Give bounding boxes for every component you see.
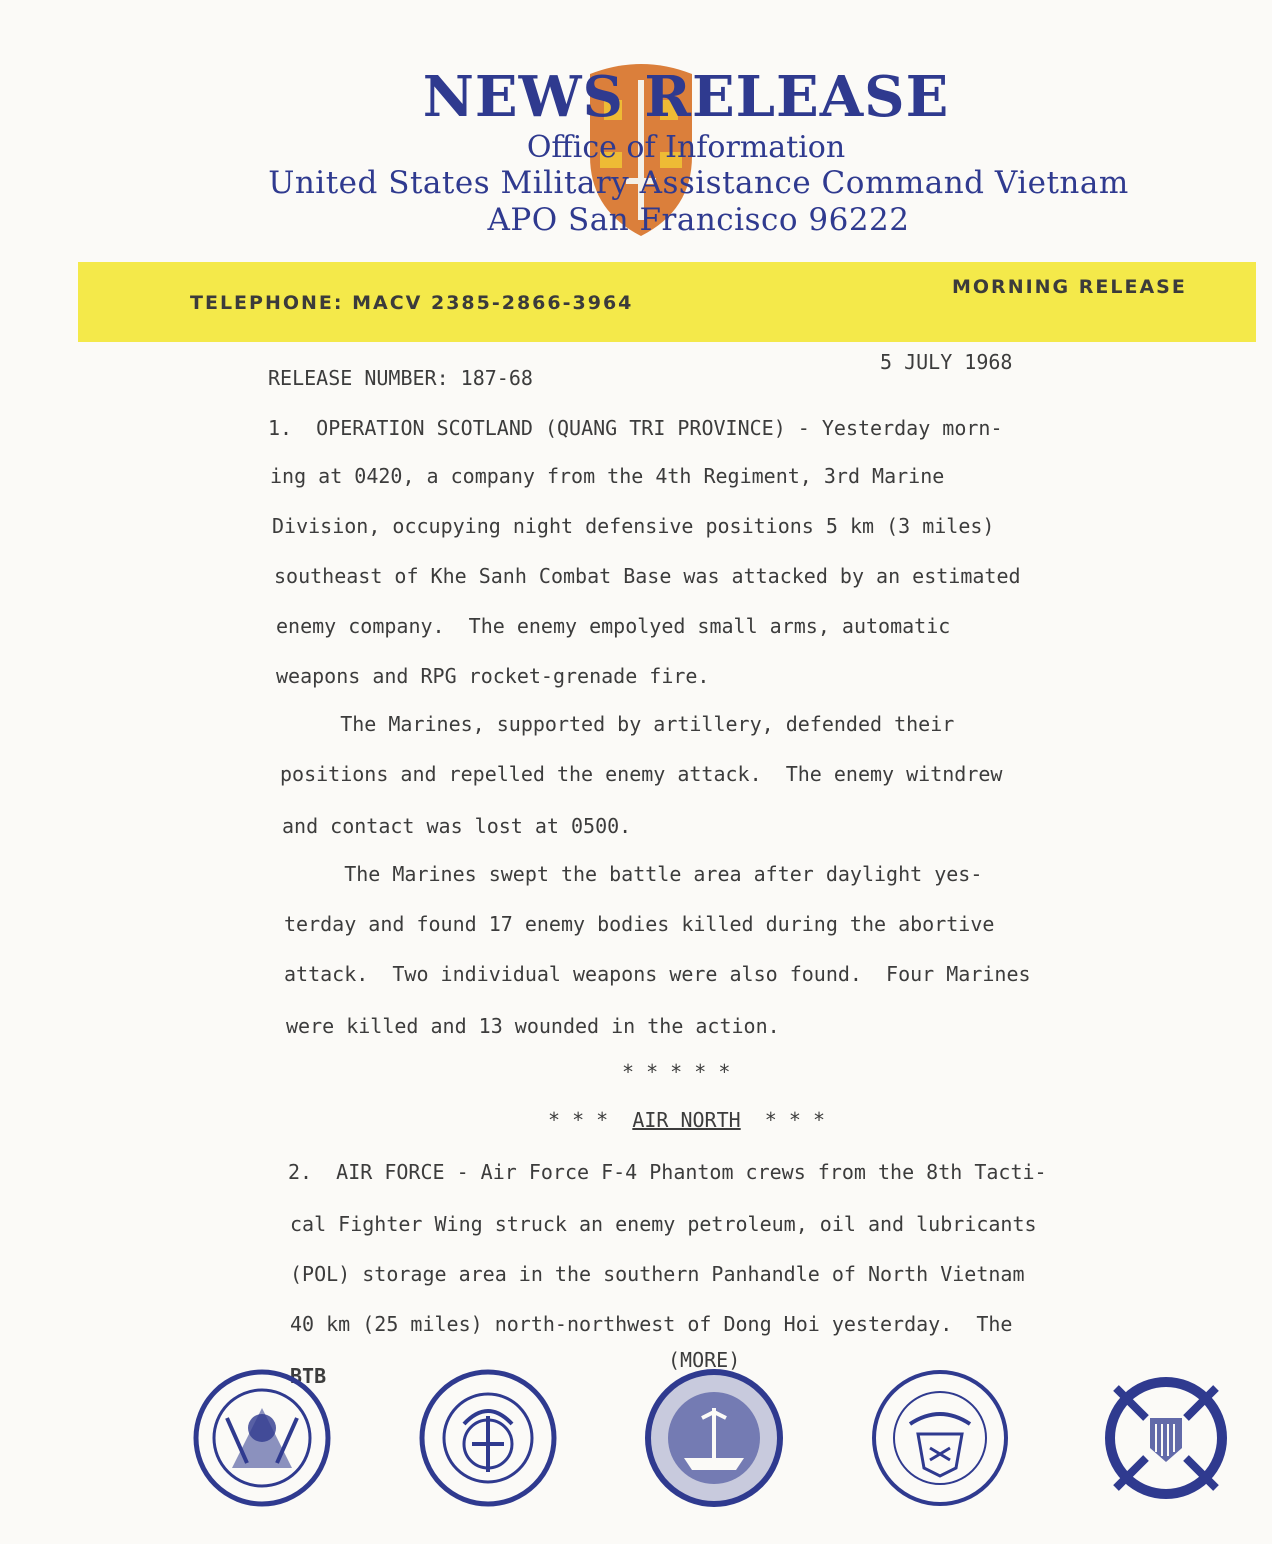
navy-seal-icon (644, 1368, 784, 1508)
body-line: attack. Two individual weapons were also found. Four Marines (284, 962, 1031, 986)
stars-left: * * * (548, 1108, 609, 1132)
body-line: terday and found 17 enemy bodies killed during the abortive (284, 912, 995, 936)
section-separator: * * * * * (622, 1060, 731, 1084)
body-line: The Marines, supported by artillery, defended their (280, 712, 955, 736)
body-line: (POL) storage area in the southern Panhandle of North Vietnam (290, 1262, 1025, 1286)
telephone-number: TELEPHONE: MACV 2385-2866-3964 (190, 292, 634, 314)
more-indicator: (MORE) (668, 1348, 741, 1372)
office-name: Office of Information (526, 130, 846, 165)
body-line: and contact was lost at 0500. (282, 814, 632, 838)
body-line: ing at 0420, a company from the 4th Regiment, 3rd Marine (270, 464, 945, 488)
air-north-label: AIR NORTH (632, 1108, 741, 1132)
air-force-seal-icon (870, 1368, 1010, 1508)
command-name: United States Military Assistance Command Vietnam (268, 165, 1129, 201)
body-line: weapons and RPG rocket-grenade fire. (276, 664, 710, 688)
body-line: 40 km (25 miles) north-northwest of Dong Hoi yesterday. The (290, 1312, 1013, 1336)
body-line: enemy company. The enemy empolyed small arms, automatic (276, 614, 951, 638)
coast-guard-seal-icon (1096, 1368, 1236, 1508)
body-line: cal Fighter Wing struck an enemy petroleum, oil and lubricants (290, 1212, 1037, 1236)
apo-address: APO San Francisco 96222 (487, 202, 910, 238)
news-release-title: NEWS RELEASE (422, 64, 950, 130)
marine-corps-seal-icon (418, 1368, 558, 1508)
body-line: The Marines swept the battle area after daylight yes- (284, 862, 983, 886)
body-line: positions and repelled the enemy attack. The enemy witndrew (280, 762, 1003, 786)
air-north-heading (548, 1108, 825, 1132)
body-line: 2. AIR FORCE - Air Force F-4 Phantom crews from the 8th Tacti- (288, 1160, 1047, 1184)
body-line: 1. OPERATION SCOTLAND (QUANG TRI PROVINCE) - Yesterday morn- (268, 416, 1003, 440)
release-number: RELEASE NUMBER: 187-68 (268, 366, 533, 390)
body-line: were killed and 13 wounded in the action. (286, 1014, 780, 1038)
body-line: Division, occupying night defensive positions 5 km (3 miles) (272, 514, 995, 538)
release-date: 5 JULY 1968 (880, 350, 1013, 374)
typist-initials: BTB (290, 1364, 327, 1388)
body-line: southeast of Khe Sanh Combat Base was attacked by an estimated (274, 564, 1021, 588)
stars-right: * * * (764, 1108, 825, 1132)
release-type: MORNING RELEASE (952, 276, 1187, 298)
army-seal-icon (192, 1368, 332, 1508)
